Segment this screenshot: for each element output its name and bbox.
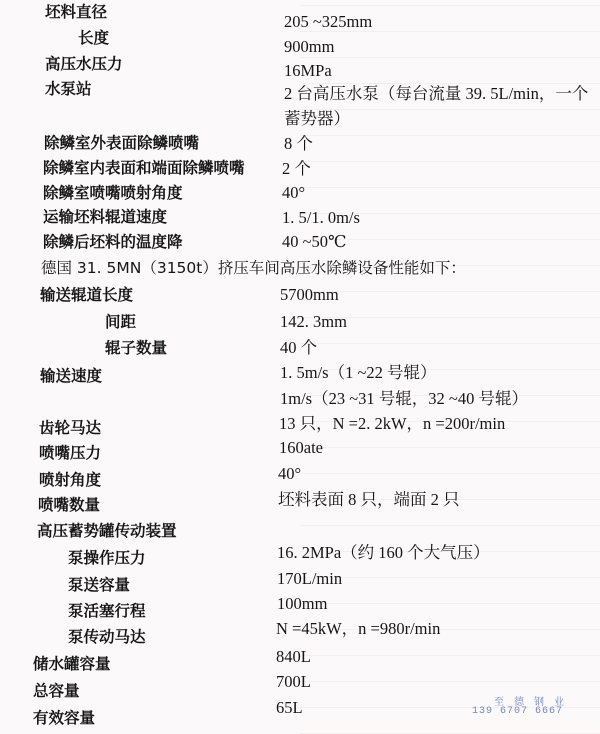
spec-value: 40° [278,464,302,483]
spec-value: 142. 3mm [280,312,347,331]
spec-label: 喷嘴压力 [39,444,102,462]
spec-value: 840L [276,647,311,666]
spec-label: 高压蓄势罐传动装置 [37,522,177,540]
spec-value: 2 台高压水泵（每台流量 39. 5L/min，一个 [284,84,589,103]
spec-label: 间距 [105,313,137,331]
spec-value: 2 个 [282,159,311,178]
spec-value: N =45kW，n =980r/min [276,619,441,638]
spec-value-continued: 1m/s（23 ~31 号辊，32 ~40 号辊） [280,389,528,408]
spec-label: 输送辊道长度 [40,286,134,304]
spec-value: 16. 2MPa（约 160 个大气压） [277,543,490,562]
spec-label: 高压水压力 [45,55,123,73]
spec-value: 1. 5m/s（1 ~22 号辊） [280,363,437,382]
spec-label: 长度 [78,29,110,47]
spec-value: 坯料表面 8 只，端面 2 只 [278,490,460,509]
spec-value: 205 ~325mm [284,12,373,31]
spec-value: 170L/min [277,569,343,588]
spec-value: 900mm [284,37,335,56]
spec-label: 坯料直径 [45,3,108,21]
spec-label: 喷嘴数量 [38,496,101,514]
spec-label: 运输坯料辊道速度 [43,208,168,226]
spec-label: 总容量 [33,682,80,700]
spec-value: 700L [276,672,311,691]
spec-label: 输送速度 [40,367,103,385]
spec-value-continued: 蓄势器） [284,109,350,128]
spec-label: 除鳞后坯料的温度降 [43,233,183,251]
spec-label: 储水罐容量 [33,655,111,673]
spec-value: 65L [276,698,303,717]
spec-label: 泵送容量 [68,576,131,594]
spec-value: 8 个 [284,134,313,153]
spec-value: 40° [282,183,306,202]
watermark-name: 至 德 钢 业 [494,698,567,709]
spec-label: 除鳞室喷嘴喷射角度 [43,184,183,202]
spec-value: 40 个 [280,338,318,357]
watermark-phone: 139 6707 6667 [472,706,564,717]
spec-value: 5700mm [280,285,339,304]
spec-value: 13 只，N =2. 2kW，n =200r/min [279,414,506,433]
spec-value: 100mm [277,594,328,613]
spec-value: 160ate [279,438,323,457]
spec-label: 除鳞室内表面和端面除鳞喷嘴 [43,159,245,177]
spec-label: 水泵站 [45,80,92,98]
spec-label: 泵传动马达 [68,628,146,646]
spec-value: 40 ~50℃ [282,232,347,251]
spec-value: 16MPa [284,61,332,80]
spec-label: 泵操作压力 [68,549,146,567]
section-heading: 德国 31. 5MN（3150t）挤压车间高压水除鳞设备性能如下： [41,259,466,277]
spec-label: 辊子数量 [105,339,168,357]
spec-label: 除鳞室外表面除鳞喷嘴 [44,134,200,152]
spec-label: 喷射角度 [39,471,102,489]
spec-label: 有效容量 [33,709,96,727]
spec-label: 泵活塞行程 [68,602,146,620]
spec-label: 齿轮马达 [39,419,102,437]
spec-value: 1. 5/1. 0m/s [282,208,360,227]
